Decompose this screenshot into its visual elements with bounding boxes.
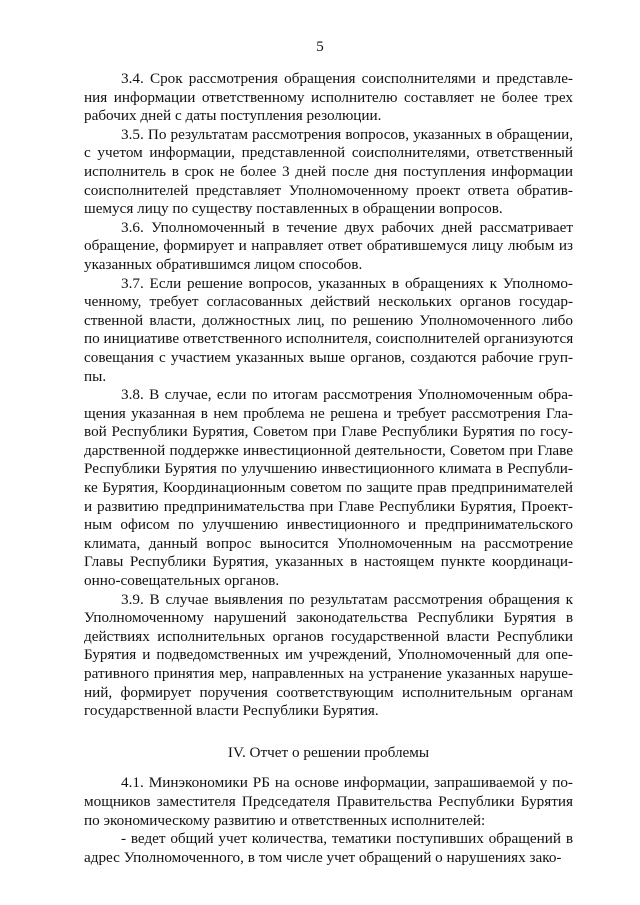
paragraph-p3-9 [84, 591, 573, 721]
paragraph-p3-8 [84, 386, 573, 591]
text-line: климата, данный вопрос выносится Уполномоченным на рассмотрение [84, 534, 573, 552]
text-line: 3.6. Уполномоченный в течение двух рабочих дней рассматривает [121, 218, 573, 236]
text-line: онно-совещательных органов. [84, 572, 280, 590]
paragraph-p3-5 [84, 126, 573, 219]
text-line: - ведет общий учет количества, тематики поступивших обращений в [121, 830, 573, 848]
text-line: действиях исполнительных органов государственной власти Республики [84, 627, 573, 645]
text-line: Уполномоченному нарушений законодательства Республики Бурятия в [84, 609, 573, 627]
text-line: 3.4. Срок рассмотрения обращения соисполнителями и представле- [121, 70, 573, 87]
text-line: дарственной поддержке инвестиционной деятельности, Советом при Главе [84, 441, 573, 459]
page-number: 5 [316, 39, 324, 55]
text-line: соисполнителей представляет Уполномоченному проект ответа обратив- [84, 181, 573, 199]
text-line: ке Бурятия, Координационным советом по защите прав предпринимателей [84, 479, 573, 497]
text-line: рабочих дней с даты поступления резолюции. [84, 107, 382, 125]
text-line: по инициативе ответственного исполнителя, соисполнителей организуются [84, 330, 574, 348]
text-line: исполнитель в срок не более 3 дней после дня поступления информации [84, 162, 573, 180]
text-line: государственной власти Республики Бурятия. [84, 702, 379, 720]
document-body [84, 70, 573, 867]
section-3-paragraphs [84, 70, 573, 721]
paragraph-p4-1-bullet [84, 830, 573, 867]
text-line: пы. [84, 367, 107, 385]
text-line: мощников заместителя Председателя Правительства Республики Бурятия [84, 792, 573, 810]
text-line: обращение, формирует и направляет ответ обратившемуся лицу любым из [84, 237, 573, 255]
text-line: 3.8. В случае, если по итогам рассмотрения Уполномоченным обра- [121, 386, 573, 404]
text-line: Главы Республики Бурятия, указанных в настоящем пункте координаци- [84, 553, 573, 571]
paragraph-p3-6 [84, 219, 573, 275]
text-line: по экономическому развитию и ответственных исполнителей: [84, 811, 486, 829]
text-line: ний, формирует поручения соответствующим исполнительным органам [84, 683, 573, 701]
text-line: с учетом информации, представленной соисполнителями, ответственный [84, 144, 573, 162]
text-line: ченному, требует согласованных действий нескольких органов государ- [84, 293, 573, 311]
text-line: ративного принятия мер, направленных на устранение указанных наруше- [84, 665, 573, 682]
section-heading: IV. Отчет о решении проблемы [227, 743, 430, 761]
text-line: и развитию предпринимательства при Главе Республики Бурятия, Проект- [84, 497, 573, 515]
text-line: Бурятия и подведомственных им учреждений, Уполномоченный для опе- [84, 646, 573, 664]
text-line: 3.9. В случае выявления по результатам рассмотрения обращения к [121, 590, 573, 608]
text-line: 3.5. По результатам рассмотрения вопросов, указанных в обращении, [121, 125, 573, 143]
text-line: 4.1. Минэкономики РБ на основе информации, запрашиваемой у по- [121, 774, 573, 792]
text-line: вой Республики Бурятия, Советом при Главе Республики Бурятия по госу- [84, 423, 573, 441]
text-line: адрес Уполномоченного, в том числе учет обращений о нарушениях зако- [84, 848, 562, 866]
text-line: щения указанная в нем проблема не решена и требует рассмотрения Гла- [84, 404, 573, 422]
text-line: указанных обратившимся лицом способов. [84, 255, 363, 273]
section-4-paragraphs [84, 774, 573, 867]
text-line: шемуся лицу по существу поставленных в обращении вопросов. [84, 200, 503, 218]
text-line: ным офисом по улучшению инвестиционного и предпринимательского [84, 516, 573, 534]
text-line: ния информации ответственному исполнителю составляет не более трех [84, 88, 573, 106]
text-line: совещания с участием указанных выше органов, создаются рабочие груп- [84, 348, 573, 366]
text-line: 3.7. Если решение вопросов, указанных в обращениях к Уполномо- [121, 274, 573, 292]
text-line: ственной власти, должностных лиц, по решению Уполномоченного либо [84, 311, 573, 329]
paragraph-p3-7 [84, 275, 573, 387]
paragraph-p4-1 [84, 774, 573, 830]
text-line: Республики Бурятия по улучшению инвестиционного климата в Республи- [84, 460, 573, 478]
paragraph-p3-4 [84, 70, 573, 126]
